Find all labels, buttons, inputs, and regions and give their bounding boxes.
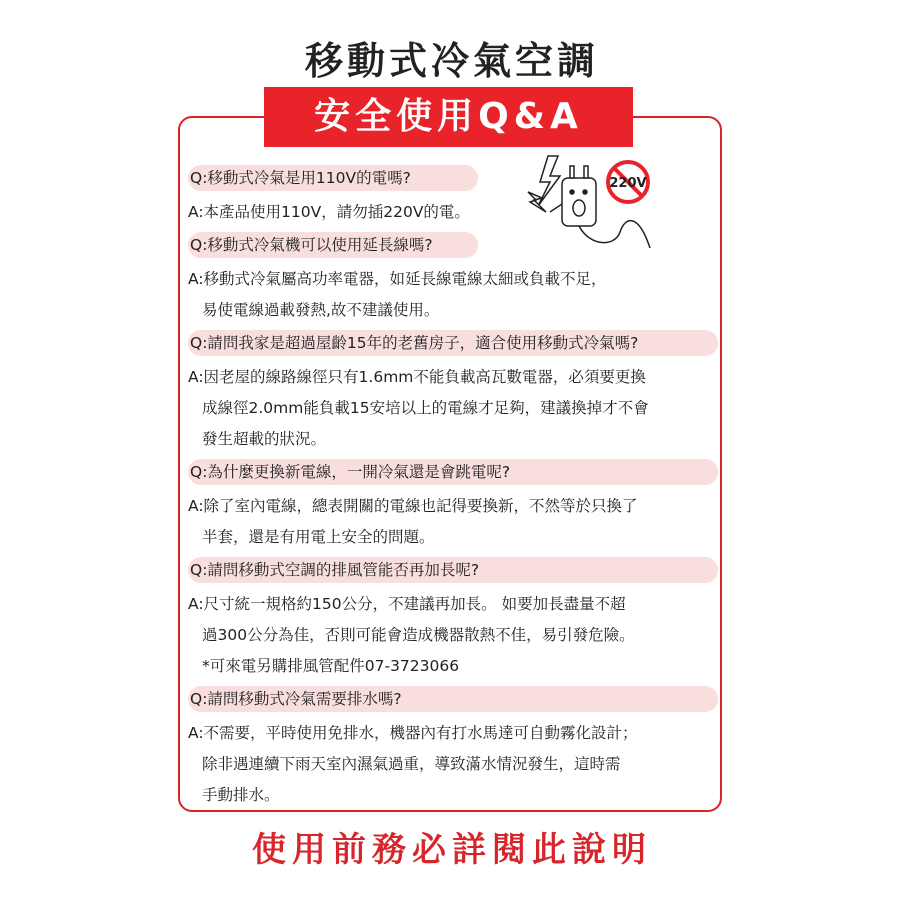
question: Q:請問移動式冷氣需要排水嗎? xyxy=(188,686,718,712)
answer-line: A:本產品使用110V，請勿插220V的電。 xyxy=(188,203,470,221)
answer-line: 成線徑2.0mm能負載15安培以上的電線才足夠，建議換掉才不會 xyxy=(202,399,649,417)
answer-line: 易使電線過載發熱,故不建議使用。 xyxy=(202,301,440,319)
answer-line: A:因老屋的線路線徑只有1.6mm不能負載高瓦數電器，必須要更換 xyxy=(188,368,646,386)
answer-line: 手動排水。 xyxy=(202,786,280,804)
answer xyxy=(188,589,718,682)
main-title: 移動式冷氣空調 xyxy=(304,39,599,83)
answer-line: A:移動式冷氣屬高功率電器，如延長線電線太細或負載不足， xyxy=(188,270,607,288)
answer xyxy=(188,718,718,811)
answer-line: *可來電另購排風管配件07-3723066 xyxy=(202,657,460,675)
answer xyxy=(188,491,718,553)
answer-line: A:除了室內電線，總表開關的電線也記得要換新，不然等於只換了 xyxy=(188,497,638,515)
answer xyxy=(188,197,718,228)
qa-banner: 安全使用Q&A xyxy=(264,87,633,147)
footer-notice: 使用前務必詳閱此說明 xyxy=(252,830,652,870)
qa-list xyxy=(188,165,718,815)
answer xyxy=(188,362,718,455)
answer-line: 過300公分為佳，否則可能會造成機器散熱不佳，易引發危險。 xyxy=(202,626,635,644)
answer-line: A:尺寸統一規格約150公分，不建議再加長。 如要加長盡量不超 xyxy=(188,595,626,613)
question: Q:移動式冷氣機可以使用延長線嗎? xyxy=(188,232,478,258)
question: Q:為什麼更換新電線，一開冷氣還是會跳電呢? xyxy=(188,459,718,485)
answer xyxy=(188,264,718,326)
question: Q:移動式冷氣是用110V的電嗎? xyxy=(188,165,478,191)
answer-line: 半套，還是有用電上安全的問題。 xyxy=(202,528,435,546)
answer-line: A:不需要，平時使用免排水，機器內有打水馬達可自動霧化設計； xyxy=(188,724,638,742)
question: Q:請問我家是超過屋齡15年的老舊房子，適合使用移動式冷氣嗎? xyxy=(188,330,718,356)
answer-line: 發生超載的狀況。 xyxy=(202,430,327,448)
answer-line: 除非遇連續下雨天室內濕氣過重，導致滿水情況發生，這時需 xyxy=(202,755,621,773)
voltage-badge-text: 220V xyxy=(609,176,647,191)
question: Q:請問移動式空調的排風管能否再加長呢? xyxy=(188,557,718,583)
